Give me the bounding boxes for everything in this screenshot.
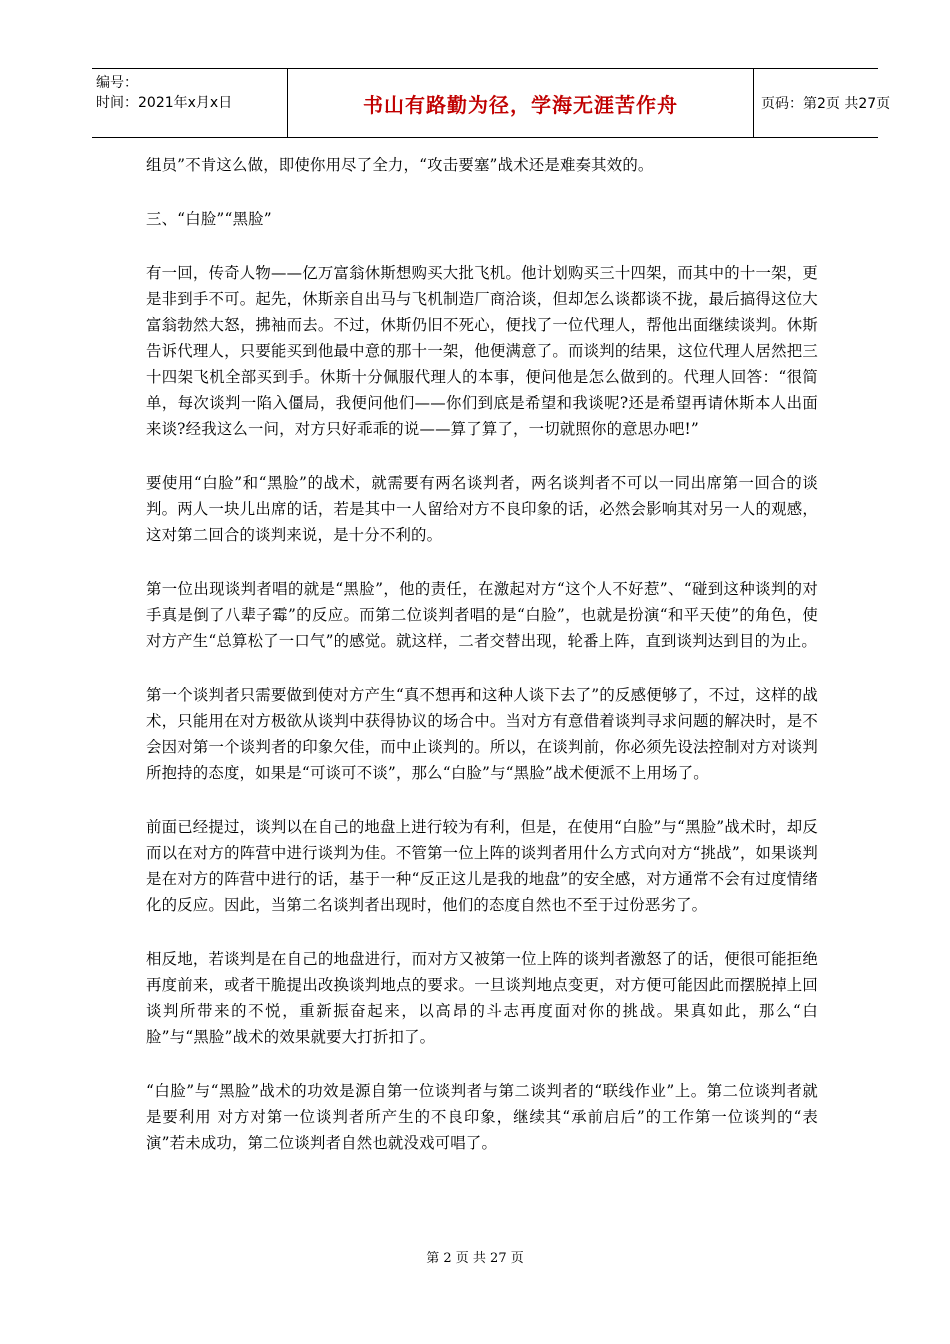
section-heading: 三、“白脸”“黑脸” (146, 210, 272, 228)
page-header (92, 68, 891, 138)
document-date-label: 时间：2021年x月x日 (96, 95, 233, 111)
header-motto-cell (287, 69, 754, 137)
header-motto: 书山有路勤为径，学海无涯苦作舟 (363, 92, 678, 117)
document-body (146, 152, 818, 1184)
paragraph: 第一位出现谈判者唱的就是“黑脸”，他的责任，在激起对方“这个人不好惹”、“碰到这种谈判的对手真是倒了八辈子霉”的反应。而第二位谈判者唱的是“白脸”，也就是扮演“和平天使”的角色，使对方产生“总算松了一口气”的感觉。就这样，二者交替出现，轮番上阵，直到谈判达到目的为止。 (146, 580, 818, 650)
header-page-number: 页码：第2页 共27页 (761, 96, 891, 112)
paragraph: 组员”不肯这么做，即使你用尽了全力，“攻击要塞”战术还是难奏其效的。 (146, 156, 654, 174)
paragraph: 要使用“白脸”和“黑脸”的战术，就需要有两名谈判者，两名谈判者不可以一同出席第一回合的谈判。两人一块儿出席的话，若是其中一人留给对方不良印象的话，必然会影响其对另一人的观感，这对第二回合的谈判来说，是十分不利的。 (146, 474, 818, 544)
paragraph: 相反地，若谈判是在自己的地盘进行，而对方又被第一位上阵的谈判者激怒了的话，便很可能拒绝再度前来，或者干脆提出改换谈判地点的要求。一旦谈判地点变更，对方便可能因此而摆脱掉上回谈判所带来的不悦，重新振奋起来，以高昂的斗志再度面对你的挑战。果真如此，那么“白脸”与“黑脸”战术的效果就要大打折扣了。 (146, 950, 818, 1046)
paragraph: 第一个谈判者只需要做到使对方产生“真不想再和这种人谈下去了”的反感便够了，不过，这样的战术，只能用在对方极欲从谈判中获得协议的场合中。当对方有意借着谈判寻求问题的解决时，是不会因对第一个谈判者的印象欠佳，而中止谈判的。所以，在谈判前，你必须先设法控制对方对谈判所抱持的态度，如果是“可谈可不谈”，那么“白脸”与“黑脸”战术便派不上用场了。 (146, 686, 818, 782)
paragraph: 有一回，传奇人物——亿万富翁休斯想购买大批飞机。他计划购买三十四架，而其中的十一架，更是非到手不可。起先，休斯亲自出马与飞机制造厂商洽谈，但却怎么谈都谈不拢，最后搞得这位大富翁勃然大怒，拂袖而去。不过，休斯仍旧不死心，便找了一位代理人，帮他出面继续谈判。休斯告诉代理人，只要能买到他最中意的那十一架，他便满意了。而谈判的结果，这位代理人居然把三十四架飞机全部买到手。休斯十分佩服代理人的本事，便问他是怎么做到的。代理人回答：“很简单，每次谈判一陷入僵局，我便问他们——你们到底是希望和我谈呢?还是希望再请休斯本人出面来谈?经我这么一问，对方只好乖乖的说——算了算了，一切就照你的意思办吧!” (146, 264, 818, 438)
header-left (92, 69, 287, 137)
document-number-label: 编号： (96, 75, 138, 91)
paragraph: “白脸”与“黑脸”战术的功效是源自第一位谈判者与第二谈判者的“联线作业”上。第二位谈判者就是要利用 对方对第一位谈判者所产生的不良印象，继续其“承前启后”的工作第一位谈判的“表演”若未成功，第二位谈判者自然也就没戏可唱了。 (146, 1082, 818, 1152)
header-page-cell (753, 69, 891, 137)
page-footer: 第 2 页 共 27 页 (426, 1251, 524, 1266)
paragraph: 前面已经提过，谈判以在自己的地盘上进行较为有利，但是，在使用“白脸”与“黑脸”战术时，却反而以在对方的阵营中进行谈判为佳。不管第一位上阵的谈判者用什么方式向对方“挑战”，如果谈判是在对方的阵营中进行的话，基于一种“反正这儿是我的地盘”的安全感，对方通常不会有过度情绪化的反应。因此，当第二名谈判者出现时，他们的态度自然也不至于过份恶劣了。 (146, 818, 818, 914)
